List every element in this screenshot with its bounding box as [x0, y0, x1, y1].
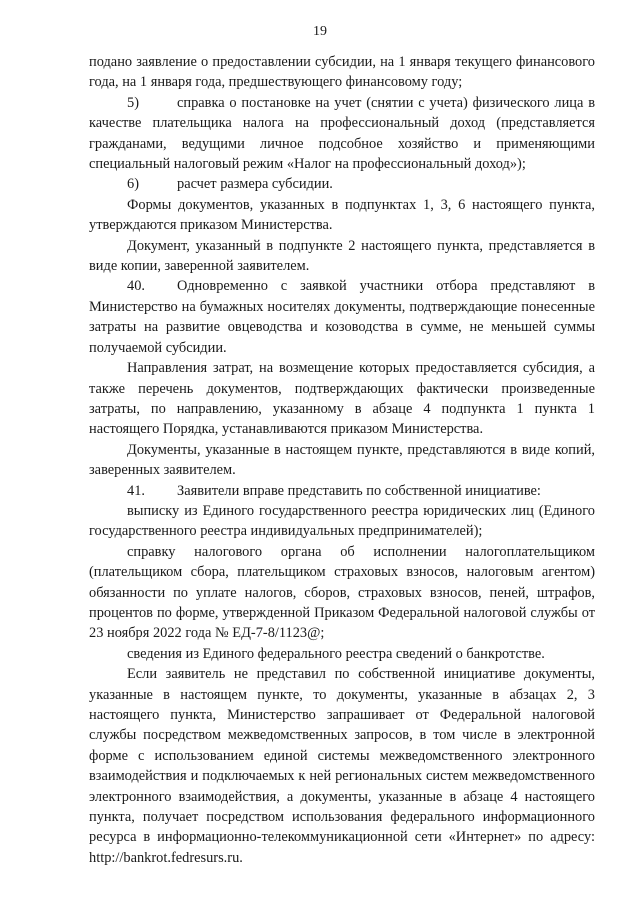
paragraph-text: Одновременно с заявкой участники отбора представляют в Министерство на бумажных носителях документы, подтверждающие понесенные затраты на развитие овцеводства и козоводства в сумме, не меньшей суммы получаемой субсидии.: [89, 278, 595, 356]
paragraph-text: Документы, указанные в настоящем пункте, представляются в виде копий, заверенных заявителем.: [89, 441, 595, 479]
clause-41: [89, 481, 595, 501]
paragraph: [89, 358, 595, 440]
item-number: 6): [127, 176, 139, 193]
paragraph-text: выписку из Единого государственного реестра юридических лиц (Единого государственного реестра индивидуальных предпринимателей);: [89, 502, 595, 540]
paragraph: [89, 440, 595, 481]
list-item-5: [89, 93, 595, 175]
paragraph-text: Если заявитель не представил по собственной инициативе документы, указанные в настоящем пункте, то документы, указанные в абзацах 2, 3 настоящего пункта, Министерство запрашивает от Федеральной налоговой службы посредством межведомственных запросов, в том числе в электронной форме с использованием единой системы межведомственного электронного взаимодействия и подключаемых к ней региональных систем межведомственного электронного взаимодействия, а документы, указанные в абзаце 4 настоящего пункта, получает посредством использования федерального информационного ресурса в информационно-телекоммуникационной сети «Интернет» по адресу: http://bankrot.fedresurs.ru.: [89, 666, 595, 866]
paragraph-text: сведения из Единого федерального реестра сведений о банкротстве.: [127, 645, 545, 662]
item-number: 5): [127, 94, 139, 111]
paragraph: [89, 501, 595, 542]
paragraph: [89, 236, 595, 277]
paragraph: [89, 195, 595, 236]
paragraph: [89, 644, 595, 664]
paragraph: [89, 542, 595, 644]
paragraph-text: Формы документов, указанных в подпунктах 1, 3, 6 настоящего пункта, утверждаются приказом Министерства.: [89, 196, 595, 234]
paragraph-text: Направления затрат, на возмещение которых предоставляется субсидия, а также перечень документов, подтверждающих фактически произведенные затраты, по направлению, указанному в абзаце 4 подпункта 1 пункта 1 настоящего Порядка, устанавливаются приказом Министерства.: [89, 360, 595, 438]
clause-number: 40.: [127, 278, 145, 295]
page-number: 19: [313, 24, 327, 39]
paragraph-text: справку налогового органа об исполнении налогоплательщиком (плательщиком сбора, плательщиком страховых взносов, налоговым агентом) обязанности по уплате налогов, сборов, страховых взносов, пеней, штрафов, процентов по форме, утвержденной Приказом Федеральной налоговой службы от 23 ноября 2022 года № ЕД-7-8/1123@;: [89, 543, 595, 642]
paragraph: [89, 664, 595, 868]
paragraph-text: Заявители вправе представить по собственной инициативе:: [177, 482, 541, 499]
list-item-6: [89, 174, 595, 194]
paragraph: [89, 52, 595, 93]
document-body: [89, 52, 595, 868]
paragraph-text: расчет размера субсидии.: [177, 176, 333, 193]
paragraph-text: справка о постановке на учет (снятии с учета) физического лица в качестве плательщика налога на профессиональный доход (представляется гражданами, ведущими личное подсобное хозяйство и применяющими специальный налоговый режим «Налог на профессиональный доход»);: [89, 94, 595, 173]
paragraph-text: подано заявление о предоставлении субсидии, на 1 января текущего финансового года, на 1 января года, предшествующего финансовому году;: [89, 54, 595, 91]
clause-40: [89, 276, 595, 358]
paragraph-text: Документ, указанный в подпункте 2 настоящего пункта, представляется в виде копии, заверенной заявителем.: [89, 237, 595, 275]
clause-number: 41.: [127, 482, 145, 499]
